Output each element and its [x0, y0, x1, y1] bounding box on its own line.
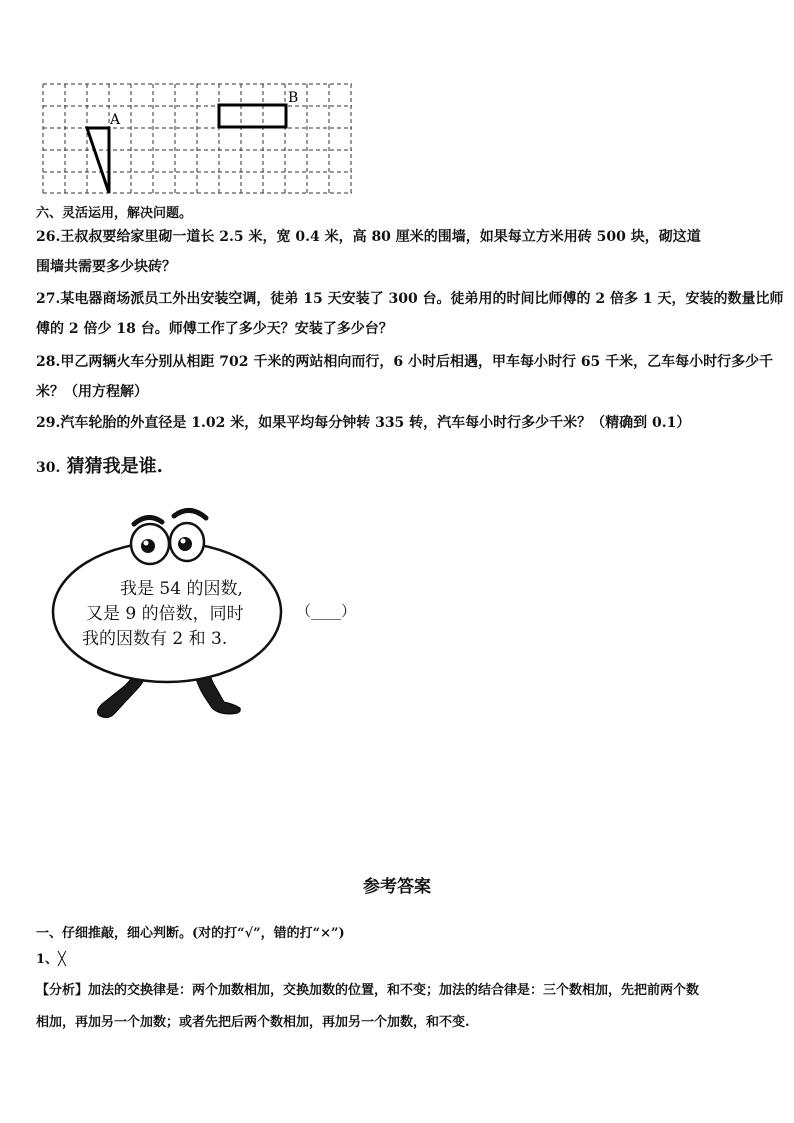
question-text: 汽车轮胎的外直径是 1.02 米，如果平均每分钟转 335 转，汽车每小时行多少千米？（精确到 0.1） [60, 415, 691, 431]
question-number: 29. [36, 415, 61, 431]
question-27 [36, 284, 784, 344]
analysis-line-2: 相加，再加另一个加数；或者先把后两个数相加，再加另一个加数，和不变. [36, 1015, 470, 1030]
question-text: 甲乙两辆火车分别从相距 702 千米的两站相向而行，6 小时后相遇，甲车每小时行 65 千米，乙车每小时行多少千 [60, 354, 774, 370]
question-number: 26. [36, 229, 61, 245]
question-26 [36, 222, 758, 282]
question-28 [36, 347, 774, 407]
rectangle-b [219, 105, 286, 127]
cartoon-eyebrows [134, 510, 206, 524]
section-six-heading: 六、灵活运用，解决问题。 [36, 206, 193, 221]
answers-section-one: 一、仔细推敲，细心判断。(对的打“√”，错的打“×”) [36, 926, 345, 941]
question-30-heading [36, 452, 163, 478]
question-text: 某电器商场派员工外出安装空调，徒弟 15 天安装了 300 台。徒弟用的时间比师傅的 2 倍多 1 天，安装的数量比师 [60, 291, 784, 307]
grid-figure [40, 82, 360, 197]
analysis-line-1: 【分析】加法的交换律是：两个加数相加，交换加数的位置，和不变；加法的结合律是：三个数相加，先把前两个数 [36, 983, 700, 998]
question-30-title: 猜猜我是谁. [66, 456, 163, 477]
question-26-line-2: 围墙共需要多少块砖？ [36, 259, 176, 275]
label-a: A [110, 112, 121, 128]
question-28-line-1 [36, 347, 774, 377]
label-b: B [288, 90, 299, 106]
question-29-line-1 [36, 408, 758, 438]
triangle-a [87, 128, 109, 193]
speech-line-1: 我是 54 的因数, [120, 579, 243, 599]
question-number: 27. [36, 291, 61, 307]
question-29 [36, 408, 758, 438]
question-number: 30. [36, 460, 61, 476]
speech-line-2: 又是 9 的倍数，同时 [86, 604, 244, 624]
speech-line-3: 我的因数有 2 和 3. [82, 629, 228, 649]
question-27-line-2: 傅的 2 倍少 18 台。师傅工作了多少天？安装了多少台？ [36, 321, 393, 337]
question-number: 28. [36, 354, 61, 370]
analysis-block [36, 975, 761, 1039]
question-26-line-1 [36, 222, 758, 252]
answers-title: 参考答案 [363, 877, 431, 897]
answer-blank: （____） [296, 602, 357, 620]
answer-item-1: 1、╳ [36, 952, 66, 967]
question-28-line-2: 米？（用方程解） [36, 384, 148, 400]
question-text: 王叔叔要给家里砌一道长 2.5 米，宽 0.4 米，高 80 厘米的围墙，如果每立方米用砖 500 块，砌这道 [60, 229, 701, 245]
question-27-line-1 [36, 284, 784, 314]
